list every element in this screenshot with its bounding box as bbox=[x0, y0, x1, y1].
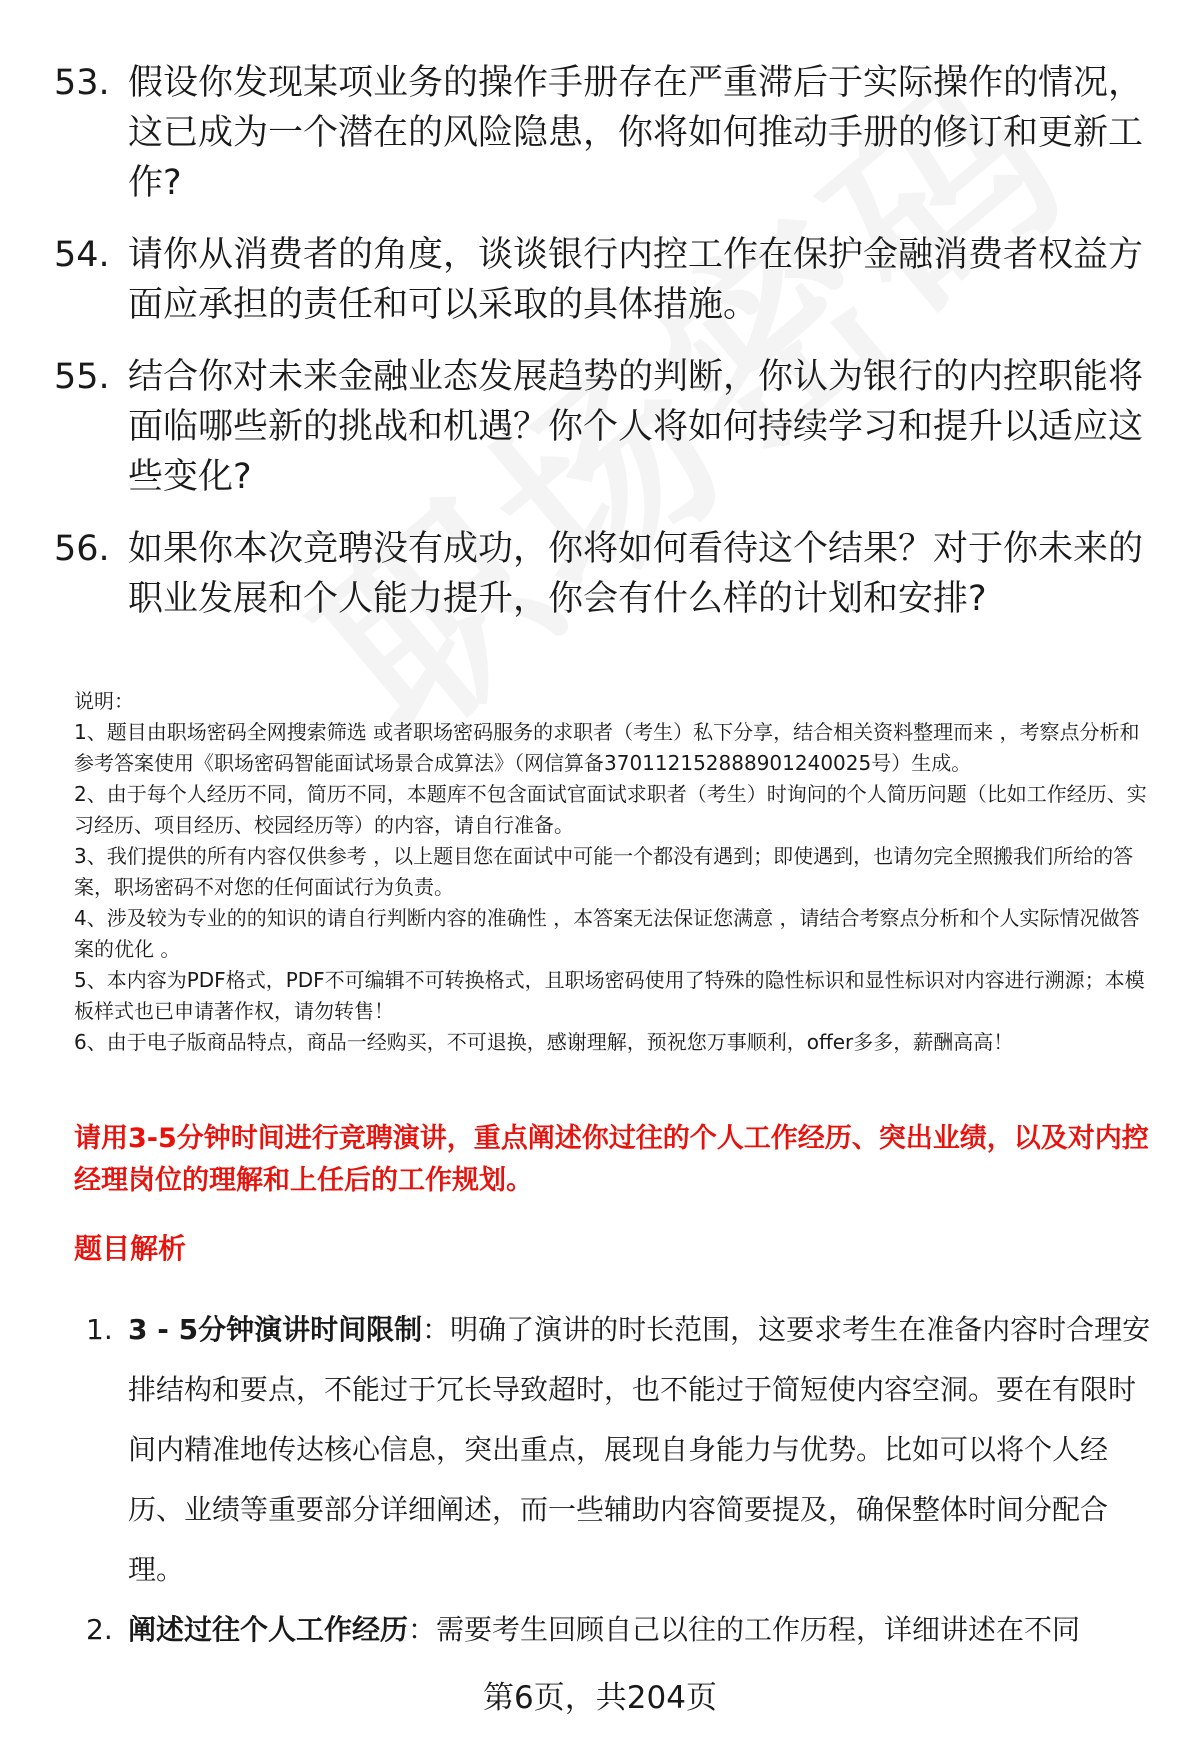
note-item: 5、本内容为PDF格式，PDF不可编辑不可转换格式，且职场密码使用了特殊的隐性标识和显性标识对内容进行溯源；本模板样式也已申请著作权，请勿转售！ bbox=[74, 968, 1145, 1023]
analysis-text bbox=[128, 1600, 1156, 1660]
speech-prompt: 请用3-5分钟时间进行竞聘演讲，重点阐述你过往的个人工作经历、突出业绩，以及对内控经理岗位的理解和上任后的工作规划。 bbox=[74, 1123, 1149, 1196]
notes-section bbox=[74, 686, 1154, 1058]
list-item bbox=[54, 352, 1154, 502]
list-item bbox=[54, 58, 1154, 208]
list-item bbox=[54, 524, 1154, 624]
list-item bbox=[86, 1600, 1156, 1660]
note-item: 6、由于电子版商品特点，商品一经购买，不可退换，感谢理解，预祝您万事顺利，offer多多，薪酬高高！ bbox=[74, 1030, 1014, 1054]
note-item: 2、由于每个人经历不同，简历不同，本题库不包含面试官面试求职者（考生）时询问的个人简历问题（比如工作经历、实习经历、项目经历、校园经历等）的内容，请自行准备。 bbox=[74, 782, 1147, 837]
question-text: 假设你发现某项业务的操作手册存在严重滞后于实际操作的情况，这已成为一个潜在的风险隐患，你将如何推动手册的修订和更新工作? bbox=[128, 63, 1144, 203]
question-number: 55. bbox=[54, 357, 110, 397]
question-text: 请你从消费者的角度，谈谈银行内控工作在保护金融消费者权益方面应承担的责任和可以采取的具体措施。 bbox=[128, 235, 1144, 325]
question-text: 如果你本次竞聘没有成功，你将如何看待这个结果？对于你未来的职业发展和个人能力提升，你会有什么样的计划和安排? bbox=[128, 529, 1144, 619]
analysis-number: 2. bbox=[86, 1613, 113, 1646]
analysis-list bbox=[86, 1300, 1156, 1660]
note-item: 4、涉及较为专业的的知识的请自行判断内容的准确性 ，本答案无法保证您满意 ，请结合考察点分析和个人实际情况做答案的优化 。 bbox=[74, 906, 1140, 961]
page-number: 第6页，共204页 bbox=[483, 1680, 717, 1716]
question-list bbox=[54, 58, 1154, 646]
analysis-heading: 题目解析 bbox=[74, 1232, 187, 1265]
question-number: 53. bbox=[54, 63, 110, 103]
list-item bbox=[54, 230, 1154, 330]
analysis-point-title: 阐述过往个人工作经历 bbox=[128, 1613, 409, 1646]
analysis-number: 1. bbox=[86, 1313, 113, 1346]
question-number: 56. bbox=[54, 529, 110, 569]
question-text: 结合你对未来金融业态发展趋势的判断，你认为银行的内控职能将面临哪些新的挑战和机遇？你个人将如何持续学习和提升以适应这些变化? bbox=[128, 357, 1144, 497]
note-item: 1、题目由职场密码全网搜索筛选 或者职场密码服务的求职者（考生）私下分享，结合相关资料整理而来 ，考察点分析和参考答案使用《职场密码智能面试场景合成算法》（网信算备370112152888901240025号）生成。 bbox=[74, 720, 1140, 775]
note-item: 3、我们提供的所有内容仅供参考 ，以上题目您在面试中可能一个都没有遇到；即使遇到，也请勿完全照搬我们所给的答案，职场密码不对您的任何面试行为负责。 bbox=[74, 844, 1134, 899]
analysis-point-title: 3 - 5分钟演讲时间限制 bbox=[128, 1313, 423, 1346]
list-item bbox=[86, 1300, 1156, 1600]
notes-title: 说明： bbox=[74, 689, 134, 713]
analysis-point-body: ：需要考生回顾自己以往的工作历程，详细讲述在不同 bbox=[408, 1613, 1081, 1646]
analysis-text bbox=[128, 1300, 1156, 1600]
analysis-point-body: ：明确了演讲的时长范围，这要求考生在准备内容时合理安排结构和要点，不能过于冗长导致超时，也不能过于简短使内容空洞。要在有限时间内精准地传达核心信息，突出重点，展现自身能力与优势。比如可以将个人经历、业绩等重要部分详细阐述，而一些辅助内容简要提及，确保整体时间分配合理。 bbox=[128, 1313, 1151, 1586]
question-number: 54. bbox=[54, 235, 110, 275]
